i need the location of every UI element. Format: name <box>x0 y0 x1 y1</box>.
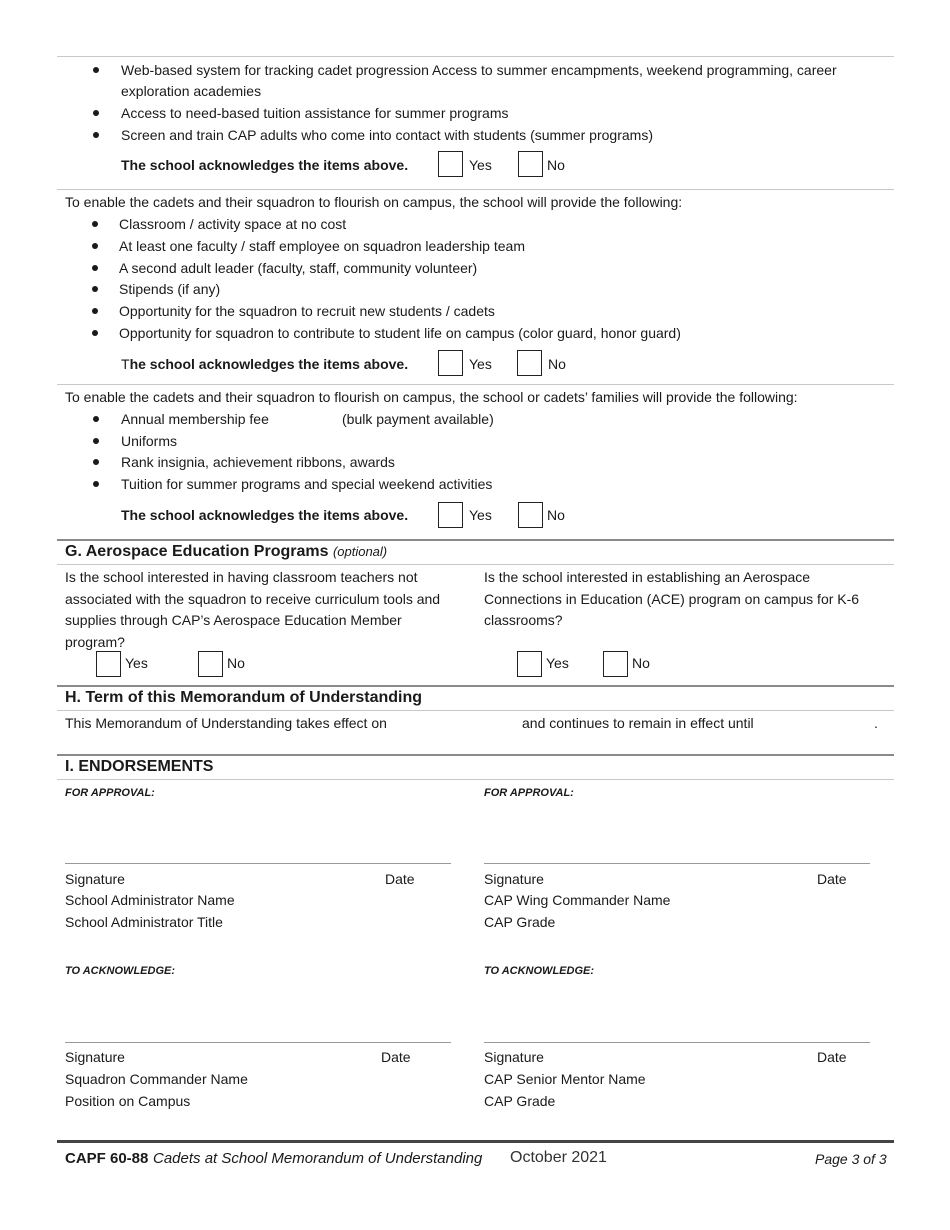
for-approval-label: FOR APPROVAL: <box>65 787 155 799</box>
bullet-text: Annual membership fee <box>121 411 269 427</box>
footer-form-title: Cadets at School Memorandum of Understanding <box>153 1150 483 1167</box>
bullet-icon <box>92 286 98 292</box>
to-acknowledge-label: TO ACKNOWLEDGE: <box>65 965 175 977</box>
bullet-text: Classroom / activity space at no cost <box>119 216 347 232</box>
bullet-icon <box>93 110 99 116</box>
footer-form-id: CAPF 60-88 <box>65 1150 149 1167</box>
signer-title: School Administrator Title <box>65 914 223 930</box>
bullet-icon <box>92 243 98 249</box>
bullet-icon <box>93 481 99 487</box>
term-text-start: This Memorandum of Understanding takes effect on <box>65 715 387 731</box>
signer-name: CAP Senior Mentor Name <box>484 1071 646 1087</box>
bullet-text: Opportunity for squadron to contribute to student life on campus (color guard, honor guard) <box>119 325 681 341</box>
teachers-yes-checkbox[interactable] <box>96 651 121 677</box>
bullet-text: Web-based system for tracking cadet progression Access to summer encampments, weekend programming, career <box>121 62 837 78</box>
signature-label: Signature <box>65 871 125 887</box>
signer-name: School Administrator Name <box>65 892 235 908</box>
bulk-note: (bulk payment available) <box>342 411 494 427</box>
for-approval-label: FOR APPROVAL: <box>484 787 574 799</box>
bullet-text: Tuition for summer programs and special weekend activities <box>121 476 493 492</box>
bullet-icon <box>93 416 99 422</box>
bullet-text: At least one faculty / staff employee on squadron leadership team <box>119 238 525 254</box>
optional-label: (optional) <box>332 544 388 559</box>
section-rule <box>57 754 894 756</box>
yes-label: Yes <box>125 655 148 671</box>
section-h-title: H. Term of this Memorandum of Understanding <box>65 689 423 706</box>
yes-checkbox[interactable] <box>438 350 463 376</box>
no-label: No <box>547 157 565 173</box>
bullet-text: Screen and train CAP adults who come into contact with students (summer programs) <box>121 127 653 143</box>
signature-label: Signature <box>484 1049 544 1065</box>
signature-line[interactable] <box>484 1042 870 1043</box>
block-intro: To enable the cadets and their squadron to flourish on campus, the school or cadets’ families will provide the following: <box>65 389 798 405</box>
bullet-text-cont: exploration academies <box>121 83 262 99</box>
to-acknowledge-label: TO ACKNOWLEDGE: <box>484 965 594 977</box>
section-rule <box>57 685 894 687</box>
term-text-end: and continues to remain in effect until <box>522 715 754 731</box>
section-g-title-text: G. Aerospace Education Programs <box>65 543 329 560</box>
no-checkbox[interactable] <box>518 151 543 177</box>
bullet-text: Stipends (if any) <box>119 281 221 297</box>
bullet-text: Opportunity for the squadron to recruit new students / cadets <box>119 303 495 319</box>
yes-checkbox[interactable] <box>438 502 463 528</box>
bullet-icon <box>92 265 98 271</box>
footer-page-number: Page 3 of 3 <box>815 1151 887 1167</box>
acknowledge-label: The school acknowledges the items above. <box>121 157 409 173</box>
signer-title: Position on Campus <box>65 1093 191 1109</box>
yes-checkbox[interactable] <box>438 151 463 177</box>
question-left-line: program? <box>65 634 125 650</box>
bullet-icon <box>92 308 98 314</box>
signer-title: CAP Grade <box>484 1093 556 1109</box>
teachers-no-checkbox[interactable] <box>198 651 223 677</box>
ack-prefix: T <box>121 356 130 372</box>
yes-label: Yes <box>469 157 492 173</box>
bullet-icon <box>93 438 99 444</box>
yes-label: Yes <box>469 356 492 372</box>
date-label: Date <box>817 1049 847 1065</box>
signer-title: CAP Grade <box>484 914 556 930</box>
question-left-line: Is the school interested in having classroom teachers not <box>65 569 418 585</box>
ace-no-checkbox[interactable] <box>603 651 628 677</box>
ace-yes-checkbox[interactable] <box>517 651 542 677</box>
section-i-title: I. ENDORSEMENTS <box>65 758 214 775</box>
bullet-text: A second adult leader (faculty, staff, community volunteer) <box>119 260 478 276</box>
bullet-icon <box>93 67 99 73</box>
signature-label: Signature <box>484 871 544 887</box>
bullet-icon <box>93 459 99 465</box>
divider <box>57 189 894 190</box>
signature-label: Signature <box>65 1049 125 1065</box>
question-right-line: Connections in Education (ACE) program on campus for K-6 <box>484 591 860 607</box>
no-checkbox[interactable] <box>518 502 543 528</box>
block-intro: To enable the cadets and their squadron to flourish on campus, the school will provide the following: <box>65 194 683 210</box>
divider <box>57 779 894 780</box>
bullet-icon <box>92 330 98 336</box>
divider <box>57 384 894 385</box>
no-label: No <box>547 507 565 523</box>
question-right-line: Is the school interested in establishing an Aerospace <box>484 569 811 585</box>
ack-rest: he school acknowledges the items above. <box>129 356 409 372</box>
footer-date: October 2021 <box>510 1149 607 1166</box>
section-g-title <box>65 543 387 561</box>
no-label: No <box>227 655 245 671</box>
bullet-icon <box>93 132 99 138</box>
acknowledge-label <box>121 356 408 372</box>
signer-name: Squadron Commander Name <box>65 1071 248 1087</box>
signature-line[interactable] <box>65 1042 451 1043</box>
no-label: No <box>632 655 650 671</box>
bullet-text: Access to need-based tuition assistance for summer programs <box>121 105 509 121</box>
no-checkbox[interactable] <box>517 350 542 376</box>
question-left-line: supplies through CAP’s Aerospace Education Member <box>65 612 402 628</box>
top-rule <box>57 56 894 57</box>
signature-line[interactable] <box>65 863 451 864</box>
yes-label: Yes <box>469 507 492 523</box>
no-label: No <box>548 356 566 372</box>
question-right-line: classrooms? <box>484 612 563 628</box>
divider <box>57 710 894 711</box>
yes-label: Yes <box>546 655 569 671</box>
section-rule <box>57 539 894 541</box>
date-label: Date <box>817 871 847 887</box>
date-label: Date <box>385 871 415 887</box>
bullet-text: Uniforms <box>121 433 178 449</box>
bullet-icon <box>92 221 98 227</box>
question-left-line: associated with the squadron to receive curriculum tools and <box>65 591 441 607</box>
divider <box>57 564 894 565</box>
signature-line[interactable] <box>484 863 870 864</box>
footer-rule <box>57 1140 894 1143</box>
signer-name: CAP Wing Commander Name <box>484 892 671 908</box>
bullet-text: Rank insignia, achievement ribbons, awards <box>121 454 395 470</box>
term-period: . <box>874 715 878 731</box>
acknowledge-label: The school acknowledges the items above. <box>121 507 409 523</box>
date-label: Date <box>381 1049 411 1065</box>
